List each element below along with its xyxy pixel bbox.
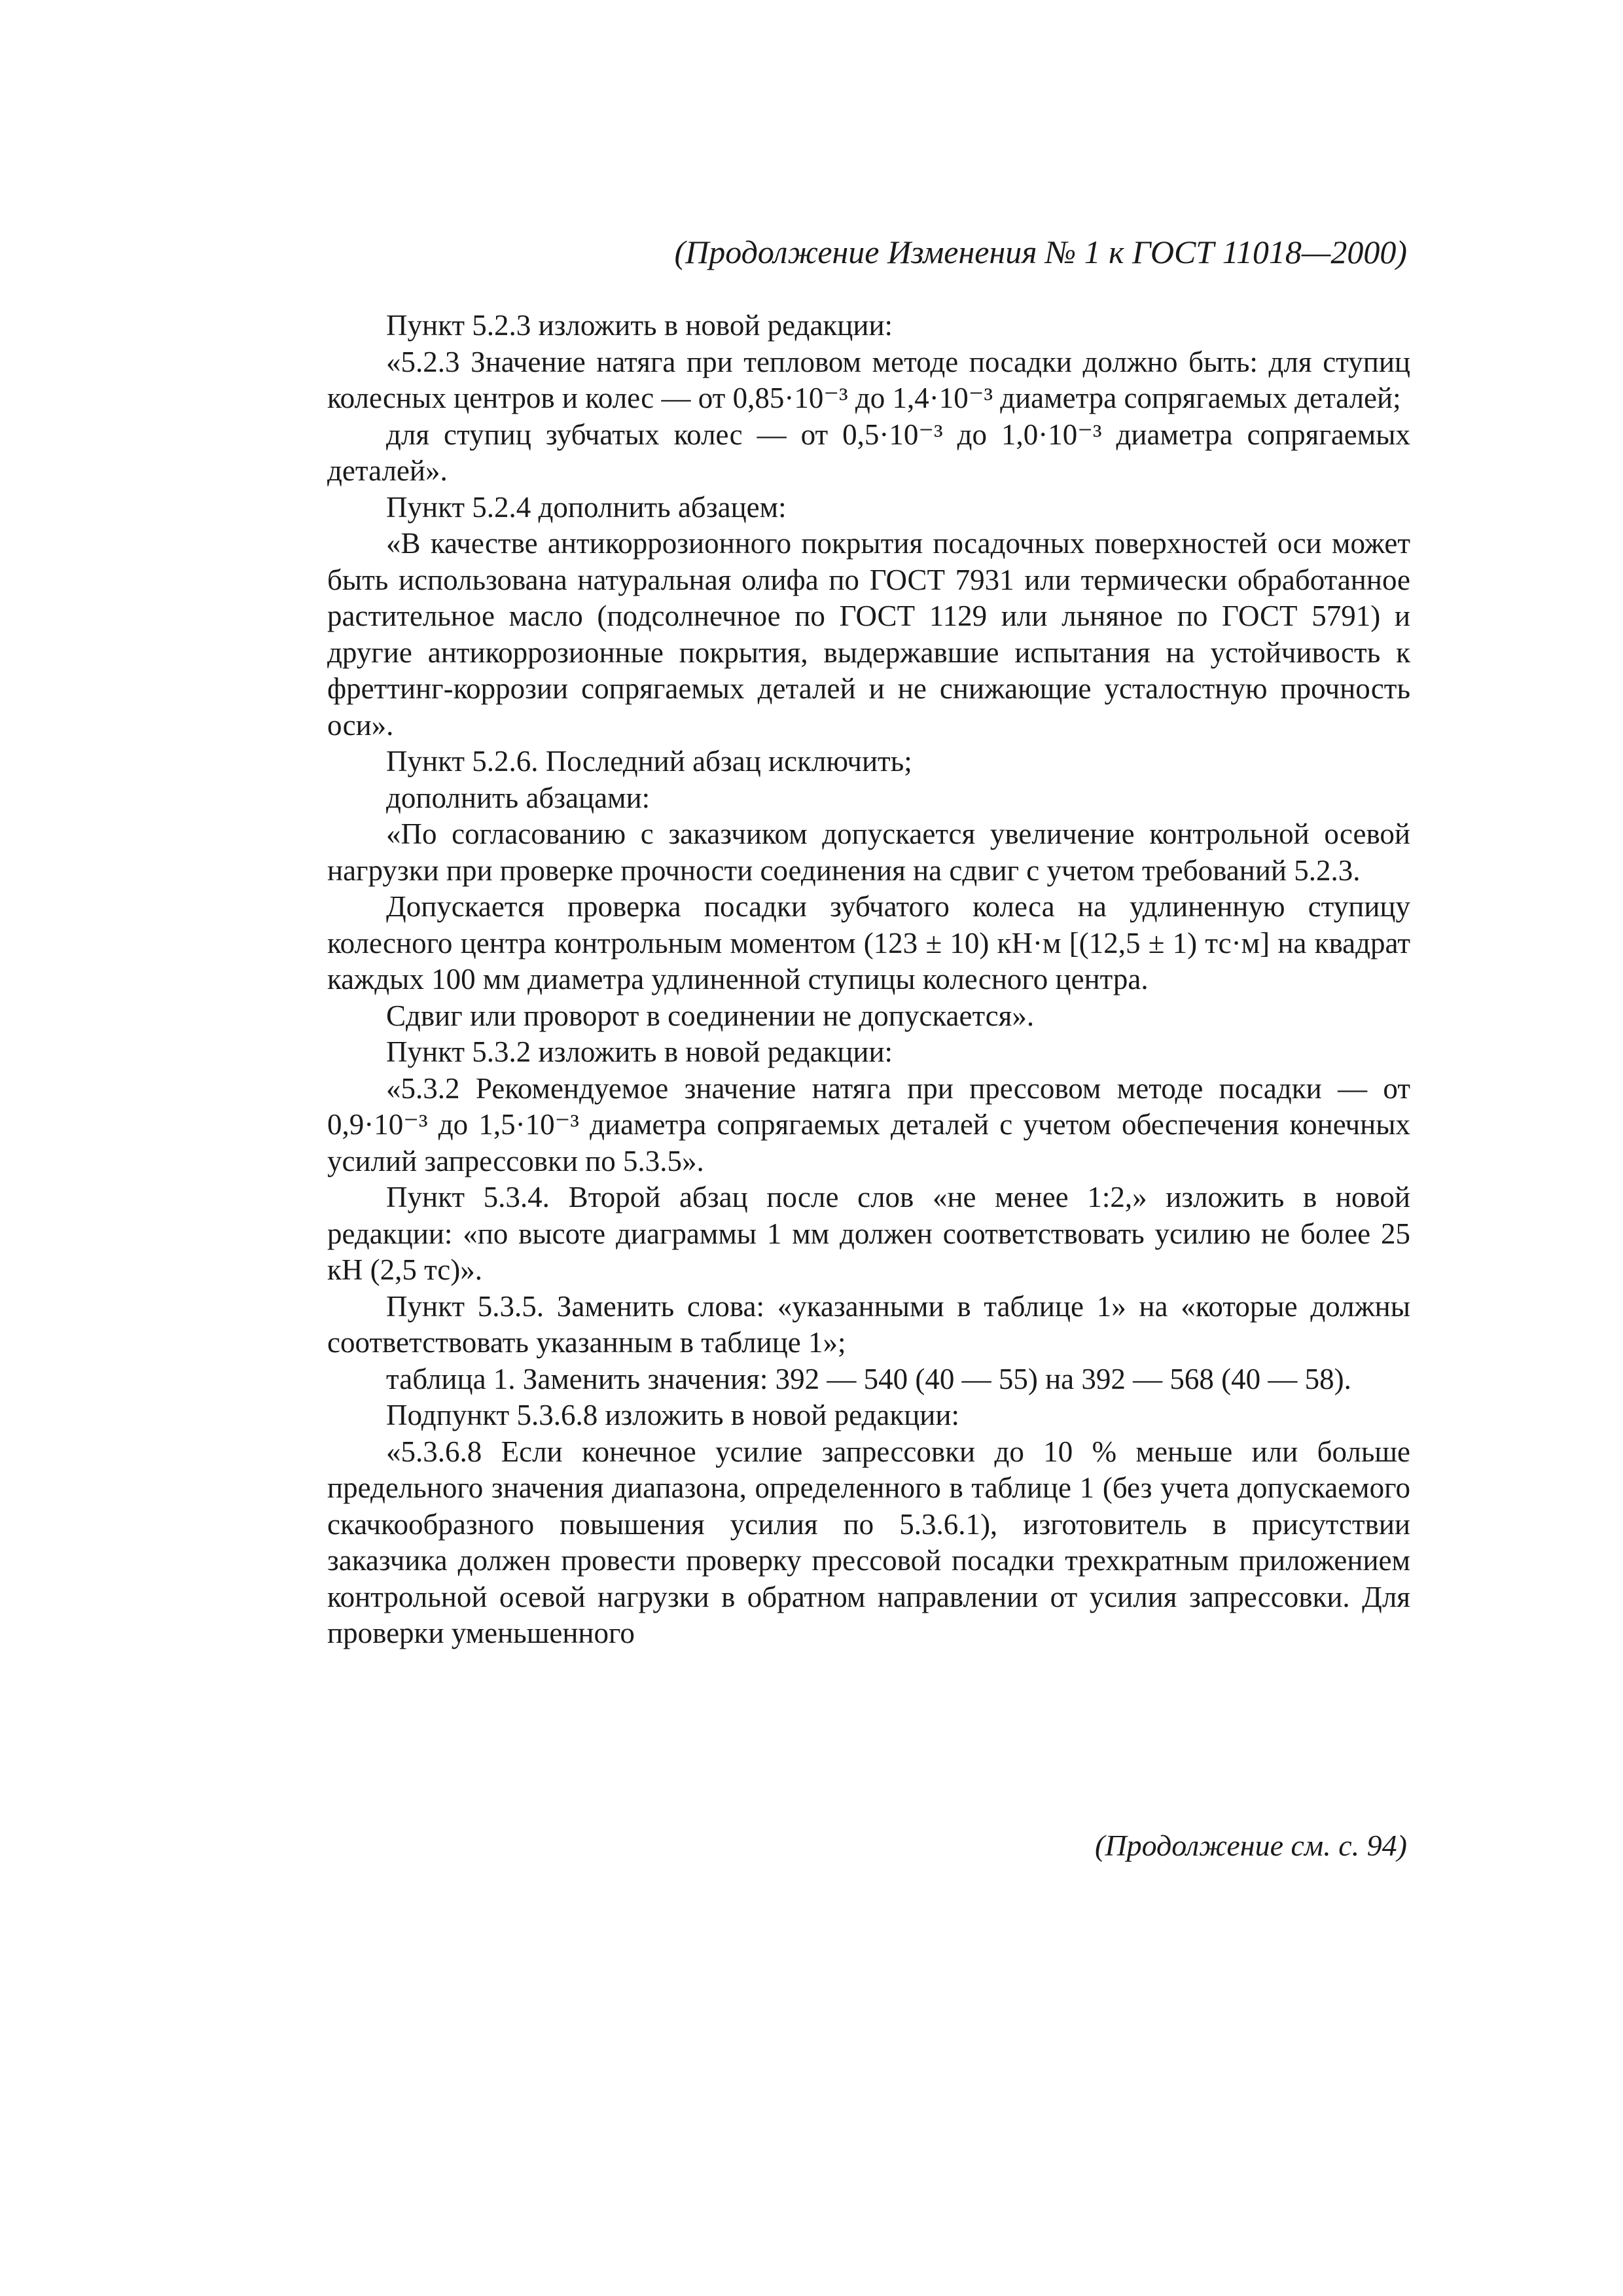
paragraph: дополнить абзацами: (386, 781, 651, 814)
paragraph: для ступиц зубчатых колес — от 0,5·10⁻³ до 1,0·10⁻³ диаметра сопрягаемых деталей». (327, 418, 1410, 487)
paragraph: Пункт 5.3.4. Второй абзац после слов «не менее 1:2,» изложить в новой редакции: «по высоте диаграммы 1 мм должен соответствовать усилию не более 25 кН (2,5 тс)». (327, 1181, 1410, 1286)
paragraph: «5.3.2 Рекомендуемое значение натяга при прессовом методе посадки — от 0,9·10⁻³ до 1,5·10⁻³ диаметра сопрягаемых деталей с учетом обеспечения конечных усилий запрессовки по 5.3.5». (327, 1071, 1410, 1177)
document-body (327, 308, 1410, 1652)
paragraph: Пункт 5.2.3 изложить в новой редакции: (386, 309, 893, 342)
page-footer-continuation: (Продолжение см. с. 94) (1095, 1829, 1407, 1862)
paragraph: Сдвиг или проворот в соединении не допускается». (386, 999, 1035, 1032)
paragraph: «5.3.6.8 Если конечное усилие запрессовки до 10 % меньше или больше предельного значения диапазона, определенного в таблице 1 (без учета допускаемого скачкообразного повышения усилия по 5.3.6.1), изготовитель в присутствии заказчика должен провести проверку прессовой посадки трехкратным приложением контрольной осевой нагрузки в обратном направлении от усилия запрессовки. Для проверки уменьшенного (327, 1435, 1410, 1649)
paragraph: Пункт 5.3.2 изложить в новой редакции: (386, 1035, 893, 1068)
paragraph: Пункт 5.3.5. Заменить слова: «указанными в таблице 1» на «которые должны соответствовать указанным в таблице 1»; (327, 1289, 1410, 1359)
paragraph: «В качестве антикоррозионного покрытия посадочных поверхностей оси может быть использована натуральная олифа по ГОСТ 7931 или термически обработанное растительное масло (подсолнечное по ГОСТ 1129 или льняное по ГОСТ 5791) и другие антикоррозионные покрытия, выдержавшие испытания на устойчивость к фреттинг-коррозии сопрягаемых деталей и не снижающие усталостную прочность оси». (327, 527, 1410, 742)
paragraph: Пункт 5.2.4 дополнить абзацем: (386, 490, 787, 524)
paragraph: Допускается проверка посадки зубчатого колеса на удлиненную ступицу колесного центра контрольным моментом (123 ± 10) кН·м [(12,5 ± 1) тс·м] на квадрат каждых 100 мм диаметра удлиненной ступицы колесного центра. (327, 890, 1410, 996)
paragraph: таблица 1. Заменить значения: 392 — 540 (40 — 55) на 392 — 568 (40 — 58). (386, 1362, 1351, 1395)
paragraph: «5.2.3 Значение натяга при тепловом методе посадки должно быть: для ступиц колесных центров и колес — от 0,85·10⁻³ до 1,4·10⁻³ диаметра сопрягаемых деталей; (327, 345, 1410, 414)
paragraph: Пункт 5.2.6. Последний абзац исключить; (386, 745, 912, 778)
paragraph: «По согласованию с заказчиком допускается увеличение контрольной осевой нагрузки при проверке прочности соединения на сдвиг с учетом требований 5.2.3. (327, 817, 1410, 887)
paragraph: Подпункт 5.3.6.8 изложить в новой редакции: (386, 1399, 959, 1431)
page-header-continuation: (Продолжение Изменения № 1 к ГОСТ 11018—2000) (674, 234, 1407, 270)
